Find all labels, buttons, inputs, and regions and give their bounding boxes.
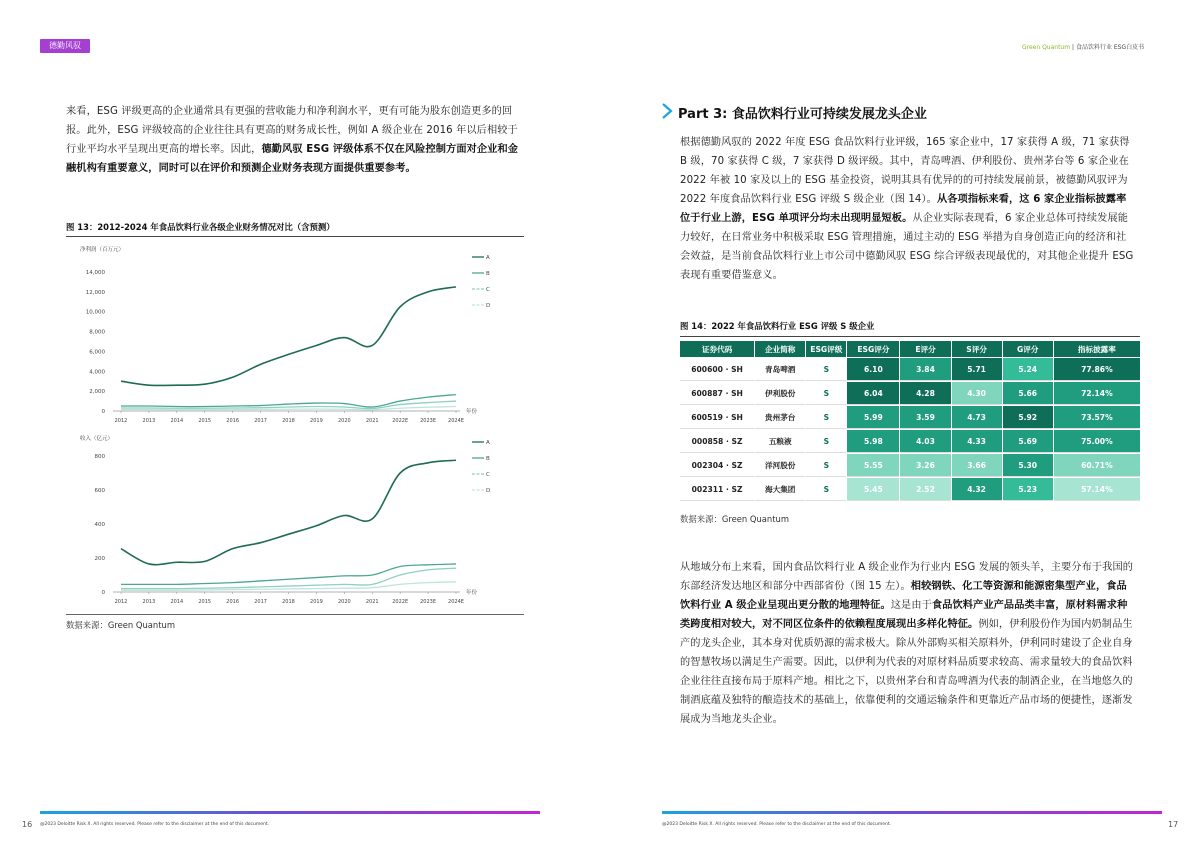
y-tick-label: 2,000 bbox=[89, 389, 105, 396]
x-tick-label: 2024E bbox=[448, 599, 464, 605]
cell-esg: 6.04 bbox=[847, 382, 899, 405]
x-tick-label: 2015 bbox=[198, 599, 212, 605]
col-name: 企业简称 bbox=[755, 341, 805, 357]
cell-s: 5.71 bbox=[952, 358, 1002, 381]
net-profit-chart bbox=[66, 242, 506, 430]
cell-e: 4.28 bbox=[900, 382, 950, 405]
cell-s: 4.33 bbox=[952, 430, 1002, 453]
x-tick-label: 2014 bbox=[170, 599, 184, 605]
left-paragraph-bold: 德勤风驭 ESG 评级体系不仅在风险控制方面对企业和金融机构有重要意义，同时可以在评价和预测企业财务表现方面提供重要参考。 bbox=[66, 144, 519, 174]
legend-label-B: B bbox=[486, 271, 490, 277]
y-tick-label: 6,000 bbox=[89, 349, 105, 356]
y-tick-label: 400 bbox=[94, 522, 105, 528]
x-tick-label: 2023E bbox=[420, 418, 437, 424]
cell-s: 4.30 bbox=[952, 382, 1002, 405]
x-axis-label: 年份 bbox=[466, 590, 478, 596]
figure-13-title: 图 13：2012-2024 年食品饮料行业各级企业财务情况对比（含预测） bbox=[66, 222, 335, 232]
header-brand bbox=[1022, 42, 1144, 51]
cell-rating: S bbox=[806, 430, 846, 453]
cell-name: 贵州茅台 bbox=[755, 406, 805, 429]
figure-13-source: 数据来源：Green Quantum bbox=[66, 620, 175, 630]
figure-13-bottom-rule bbox=[66, 614, 524, 615]
cell-name: 青岛啤酒 bbox=[755, 358, 805, 381]
col-code: 证券代码 bbox=[680, 341, 754, 357]
x-tick-label: 2021 bbox=[365, 418, 379, 424]
cell-esg: 5.99 bbox=[847, 406, 899, 429]
left-footer-text: @2023 Deloitte Risk X. All rights reserved. Please refer to the disclaimer at the end of this document. bbox=[40, 822, 270, 827]
cell-rating: S bbox=[806, 358, 846, 381]
x-tick-label: 2015 bbox=[198, 418, 212, 424]
table-row bbox=[680, 358, 1140, 381]
figure-13-rule bbox=[66, 236, 524, 237]
section-tag: 德勤风驭 bbox=[40, 39, 90, 53]
right-page-number: 17 bbox=[1168, 820, 1179, 829]
right-footer-text: @2023 Deloitte Risk X. All rights reserved. Please refer to the disclaimer at the end of this document. bbox=[662, 822, 892, 827]
x-tick-label: 2022E bbox=[392, 418, 409, 424]
right-paragraph-1 bbox=[680, 133, 1136, 285]
left-paragraph-text: 来看，ESG 评级更高的企业通常具有更强的营收能力和净利润水平，更有可能为股东创造更多的回报。此外，ESG 评级较高的企业往往具有更高的财务成长性，例如 A 级企业在 2016 年以后相较于行业平均水平呈现出更高的增长率。因此， bbox=[66, 106, 518, 155]
figure-14-rule bbox=[680, 336, 1140, 337]
x-tick-label: 2013 bbox=[142, 418, 156, 424]
col-disclosure: 指标披露率 bbox=[1054, 341, 1140, 357]
cell-name: 五粮液 bbox=[755, 430, 805, 453]
cell-disclosure: 72.14% bbox=[1054, 382, 1140, 405]
table-row bbox=[680, 478, 1140, 501]
legend-label-A: A bbox=[486, 255, 490, 261]
figure-14-title: 图 14：2022 年食品饮料行业 ESG 评级 S 级企业 bbox=[680, 321, 875, 331]
x-tick-label: 2018 bbox=[282, 418, 295, 424]
cell-s: 4.32 bbox=[952, 478, 1002, 501]
cell-code: 600887 · SH bbox=[680, 382, 754, 405]
y-tick-label: 800 bbox=[94, 454, 105, 460]
legend-label-D: D bbox=[486, 488, 491, 494]
series-line-A bbox=[121, 460, 456, 564]
cell-g: 5.30 bbox=[1003, 454, 1053, 477]
cell-e: 3.84 bbox=[900, 358, 950, 381]
cell-disclosure: 60.71% bbox=[1054, 454, 1140, 477]
x-tick-label: 2012 bbox=[114, 418, 128, 424]
right-paragraph-2-text-b: 这是由于 bbox=[890, 600, 932, 611]
table-row bbox=[680, 406, 1140, 429]
y-tick-label: 0 bbox=[101, 409, 105, 415]
right-footer-bar bbox=[662, 811, 1162, 814]
x-tick-label: 2014 bbox=[170, 418, 184, 424]
left-paragraph bbox=[66, 102, 524, 178]
table-row bbox=[680, 430, 1140, 453]
cell-name: 伊利股份 bbox=[755, 382, 805, 405]
right-paragraph-1-bold: 从各项指标来看，这 6 家企业指标披露率位于行业上游，ESG 单项评分均未出现明显短板。 bbox=[680, 194, 1127, 224]
cell-esg: 5.45 bbox=[847, 478, 899, 501]
y-tick-label: 12,000 bbox=[85, 289, 105, 296]
y-tick-label: 4,000 bbox=[89, 369, 105, 376]
x-tick-label: 2020 bbox=[337, 599, 351, 605]
cell-rating: S bbox=[806, 382, 846, 405]
right-paragraph-2 bbox=[680, 558, 1136, 729]
left-footer-bar bbox=[40, 811, 540, 814]
cell-code: 002311 · SZ bbox=[680, 478, 754, 501]
x-tick-label: 2018 bbox=[282, 599, 295, 605]
cell-code: 002304 · SZ bbox=[680, 454, 754, 477]
cell-e: 4.03 bbox=[900, 430, 950, 453]
table-row bbox=[680, 382, 1140, 405]
table-header-row bbox=[680, 341, 1140, 357]
cell-g: 5.66 bbox=[1003, 382, 1053, 405]
y-tick-label: 200 bbox=[94, 556, 105, 562]
x-tick-label: 2013 bbox=[142, 599, 156, 605]
cell-esg: 5.98 bbox=[847, 430, 899, 453]
col-rating: ESG评级 bbox=[806, 341, 846, 357]
col-s: S评分 bbox=[952, 341, 1002, 357]
legend-label-B: B bbox=[486, 456, 490, 462]
y-tick-label: 0 bbox=[101, 590, 105, 596]
cell-esg: 5.55 bbox=[847, 454, 899, 477]
right-paragraph-2-text-a: 从地域分布上来看，国内食品饮料行业 A 级企业作为行业内 ESG 发展的领头羊，主要分布于我国的东部经济发达地区和部分中西部省份（图 15 左）。 bbox=[680, 562, 1134, 592]
col-esg: ESG评分 bbox=[847, 341, 899, 357]
cell-e: 2.52 bbox=[900, 478, 950, 501]
x-tick-label: 2012 bbox=[114, 599, 128, 605]
x-tick-label: 2016 bbox=[226, 418, 240, 424]
y-tick-label: 600 bbox=[94, 488, 105, 494]
cell-name: 洋河股份 bbox=[755, 454, 805, 477]
revenue-chart bbox=[66, 432, 506, 612]
y-axis-label: 收入（亿元） bbox=[80, 436, 114, 442]
cell-code: 600600 · SH bbox=[680, 358, 754, 381]
cell-code: 600519 · SH bbox=[680, 406, 754, 429]
cell-rating: S bbox=[806, 406, 846, 429]
cell-g: 5.92 bbox=[1003, 406, 1053, 429]
right-paragraph-2-bold-a: 相较钢铁、化工等资源和能源密集型产业，食品饮料行业 A 级企业呈现出更分散的地理特征。 bbox=[680, 581, 1127, 611]
legend-label-C: C bbox=[486, 287, 490, 293]
esg-s-table bbox=[679, 340, 1141, 502]
x-tick-label: 2022E bbox=[392, 599, 409, 605]
col-e: E评分 bbox=[900, 341, 950, 357]
x-tick-label: 2020 bbox=[337, 418, 351, 424]
cell-rating: S bbox=[806, 478, 846, 501]
chevron-right-icon bbox=[660, 102, 674, 120]
part-3-title: Part 3: 食品饮料行业可持续发展龙头企业 bbox=[678, 107, 927, 122]
right-paragraph-1-text-b: 从企业实际表现看，6 家企业总体可持续发展能力较好，在日常业务中积极采取 ESG 管理措施，通过主动的 ESG 举措为自身创造正向的经济和社会效益，是当前食品饮料行业上市公司中德勤风驭 ESG 综合评级表现最优的，对其他企业提升 ESG 表现有重要借鉴意义。 bbox=[680, 213, 1134, 281]
cell-code: 000858 · SZ bbox=[680, 430, 754, 453]
cell-disclosure: 73.57% bbox=[1054, 406, 1140, 429]
cell-g: 5.69 bbox=[1003, 430, 1053, 453]
x-tick-label: 2024E bbox=[448, 418, 464, 424]
brand-name: Green Quantum bbox=[1022, 44, 1071, 51]
x-axis-label: 年份 bbox=[466, 409, 478, 415]
cell-s: 4.73 bbox=[952, 406, 1002, 429]
cell-disclosure: 57.14% bbox=[1054, 478, 1140, 501]
cell-name: 海大集团 bbox=[755, 478, 805, 501]
cell-esg: 6.10 bbox=[847, 358, 899, 381]
right-paragraph-2-text-c: 例如，伊利股份作为国内奶制品生产的龙头企业，其本身对优质奶源的需求极大。除从外部购买相关原料外，伊利同时建设了企业自身的智慧牧场以满足生产需要。因此，以伊利为代表的对原材料品质要求较高、需求量较大的食品饮料企业往往直接布局于原料产地。相比之下，以贵州茅台和青岛啤酒为代表的制酒企业，在当地悠久的制酒底蕴及独特的酿造技术的基础上，依靠便利的交通运输条件和更靠近产品市场的便捷性，逐渐发展成为当地龙头企业。 bbox=[680, 619, 1133, 725]
series-line-B bbox=[121, 395, 456, 407]
x-tick-label: 2016 bbox=[226, 599, 240, 605]
x-tick-label: 2017 bbox=[254, 418, 267, 424]
cell-disclosure: 77.86% bbox=[1054, 358, 1140, 381]
col-g: G评分 bbox=[1003, 341, 1053, 357]
y-tick-label: 8,000 bbox=[89, 329, 105, 336]
y-tick-label: 10,000 bbox=[85, 309, 105, 316]
cell-g: 5.23 bbox=[1003, 478, 1053, 501]
cell-e: 3.59 bbox=[900, 406, 950, 429]
right-paragraph-1-text-a: 根据德勤风驭的 2022 年度 ESG 食品饮料行业评级，165 家企业中，17 家获得 A 级，71 家获得 B 级，70 家获得 C 级，7 家获得 D 级评级。其中，青岛啤酒、伊利股份、贵州茅台等 6 家企业在 2022 年被 10 家及以上的 ESG 基金投资，说明其具有优异的的可持续发展前景，被德勤风驭评为 2022 年度食品饮料行业 ESG 评级 S 级企业（图 14）。 bbox=[680, 137, 1130, 205]
legend-label-C: C bbox=[486, 472, 490, 478]
left-page-number: 16 bbox=[22, 820, 33, 829]
table-row bbox=[680, 454, 1140, 477]
series-line-A bbox=[121, 287, 456, 386]
series-line-C bbox=[121, 568, 456, 588]
cell-g: 5.24 bbox=[1003, 358, 1053, 381]
y-axis-label: 净利润（百万元） bbox=[80, 247, 125, 253]
x-tick-label: 2019 bbox=[310, 599, 323, 605]
cell-rating: S bbox=[806, 454, 846, 477]
cell-e: 3.26 bbox=[900, 454, 950, 477]
x-tick-label: 2021 bbox=[365, 599, 379, 605]
legend-label-D: D bbox=[486, 303, 491, 309]
brand-subtitle: | 食品饮料行业 ESG白皮书 bbox=[1072, 44, 1145, 51]
cell-s: 3.66 bbox=[952, 454, 1002, 477]
x-tick-label: 2017 bbox=[254, 599, 267, 605]
x-tick-label: 2023E bbox=[420, 599, 437, 605]
right-paragraph-2-bold-b: 食品饮料产业产品品类丰富，原材料需求种类跨度相对较大，对不同区位条件的依赖程度展现出多样化特征。 bbox=[680, 600, 1128, 630]
figure-14-source: 数据来源：Green Quantum bbox=[680, 514, 789, 524]
legend-label-A: A bbox=[486, 440, 490, 446]
cell-disclosure: 75.00% bbox=[1054, 430, 1140, 453]
x-tick-label: 2019 bbox=[310, 418, 323, 424]
y-tick-label: 14,000 bbox=[85, 270, 105, 276]
